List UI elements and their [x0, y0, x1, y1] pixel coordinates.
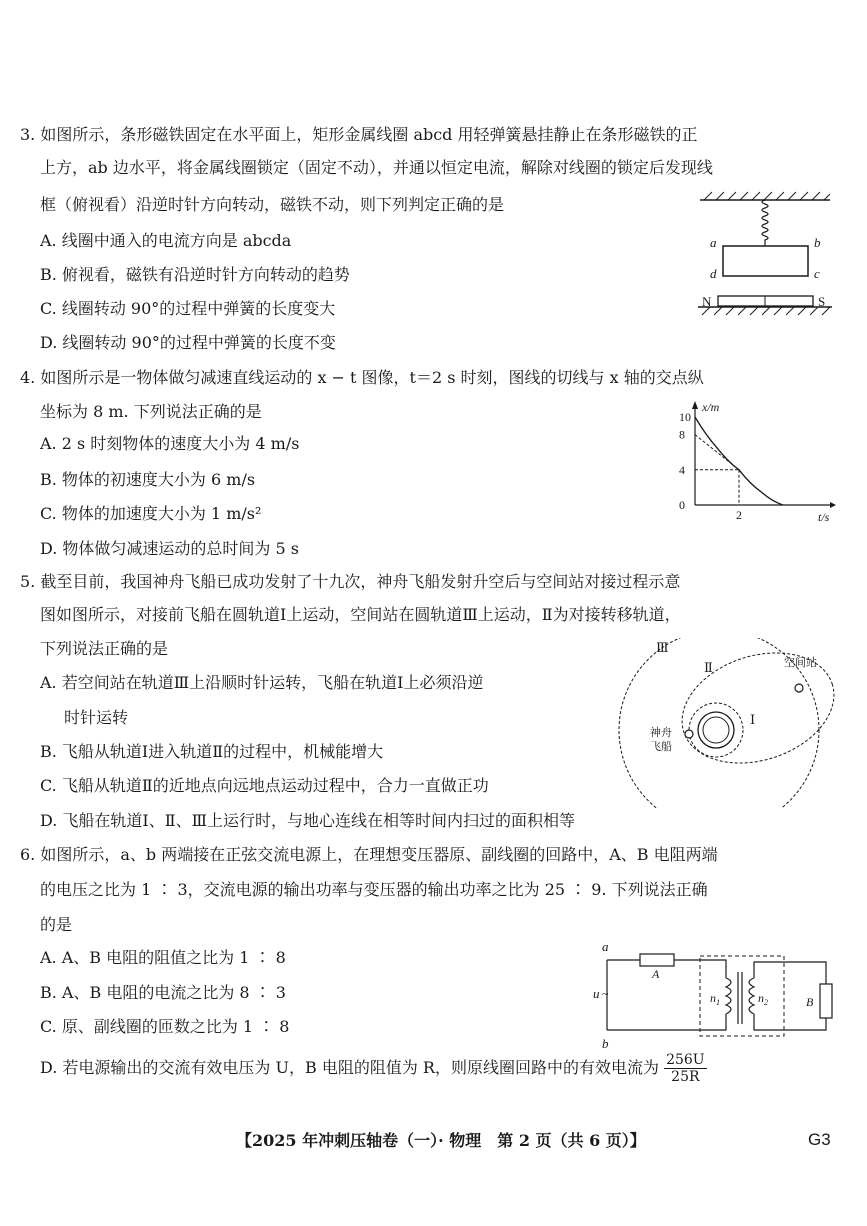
orbit-i: [689, 703, 743, 757]
paper-code: G3: [808, 1130, 831, 1149]
q3-option-b: B. 俯视看，磁铁有沿逆时针方向转动的趋势: [40, 265, 350, 284]
q6-answer-fraction: [664, 1052, 707, 1085]
label-c: c: [814, 266, 820, 281]
secondary-coil: [749, 978, 754, 1014]
space-station-label: 空间站: [784, 657, 817, 669]
y-axis-label: x/m: [702, 400, 720, 414]
n2-label: $n_2$: [758, 991, 768, 1007]
terminal-a: a: [602, 939, 609, 954]
q6-option-a: A. A、B 电阻的阻值之比为 1 ∶ 8: [40, 948, 286, 967]
spaceship-icon: [685, 730, 693, 738]
orbit-iii-label: Ⅲ: [656, 640, 669, 655]
y-tick-10: 10: [679, 410, 691, 424]
q6-option-b: B. A、B 电阻的电流之比为 8 ∶ 3: [40, 983, 286, 1002]
svg-text:~: ~: [602, 987, 609, 1001]
spaceship-label-2: 飞船: [650, 741, 672, 753]
orbit-ii-label: Ⅱ: [704, 660, 713, 675]
primary-coil: [726, 978, 731, 1014]
y-tick-0: 0: [679, 498, 685, 512]
q4-option-a: A. 2 s 时刻物体的速度大小为 4 m/s: [40, 434, 300, 453]
n1-label: $n_1$: [710, 991, 720, 1007]
q3-option-d: D. 线圈转动 90°的过程中弹簧的长度不变: [40, 333, 336, 352]
q3-option-a: A. 线圈中通入的电流方向是 abcda: [40, 231, 292, 250]
q5-stem-3: 下列说法正确的是: [40, 639, 169, 658]
q4-stem-2: 坐标为 8 m. 下列说法正确的是: [40, 402, 262, 421]
q6-circuit-figure: [590, 938, 840, 1050]
q6-option-d: [40, 1052, 707, 1085]
q5-stem-1: 5. 截至目前，我国神舟飞船已成功发射了十九次，神舟飞船发射升空后与空间站对接过程示意: [20, 572, 681, 591]
x-axis-label: t/s: [818, 510, 830, 524]
space-station-icon: [795, 684, 803, 692]
resistor-b-label: B: [806, 995, 814, 1009]
coil-rectangle: [723, 246, 808, 276]
q4-option-c: C. 物体的加速度大小为 1 m/s²: [40, 504, 262, 523]
label-a: a: [710, 235, 717, 250]
spring: [762, 200, 768, 246]
x-tick-2: 2: [736, 508, 742, 522]
q4-option-d: D. 物体做匀减速运动的总时间为 5 s: [40, 539, 299, 558]
orbit-ii: [668, 638, 847, 782]
tangent-line: [695, 435, 739, 470]
q6-option-d-text: D. 若电源输出的交流有效电压为 U，B 电阻的阻值为 R，则原线圈回路中的有效电流为: [40, 1058, 659, 1077]
q6-option-c: C. 原、副线圈的匝数之比为 1 ∶ 8: [40, 1017, 290, 1036]
resistor-b: [820, 984, 832, 1018]
q5-stem-2: 图如图所示，对接前飞船在圆轨道Ⅰ上运动，空间站在圆轨道Ⅲ上运动，Ⅱ为对接转移轨道，: [40, 605, 681, 624]
q5-orbit-figure: [612, 638, 847, 808]
y-tick-4: 4: [679, 462, 685, 477]
earth-inner: [703, 717, 729, 743]
q3-figure: [690, 190, 840, 320]
resistor-a: [640, 954, 674, 966]
magnet-n: N: [702, 294, 712, 309]
q4-xt-chart: [670, 395, 840, 525]
source-u: u: [593, 986, 600, 1001]
q6-stem-2: 的电压之比为 1 ∶ 3，交流电源的输出功率与变压器的输出功率之比为 25 ∶ 9. 下列说法正确: [40, 880, 708, 899]
fraction-numerator: 256U: [666, 1052, 705, 1068]
q3-stem-3: 框（俯视看）沿逆时针方向转动，磁铁不动，则下列判定正确的是: [40, 195, 505, 214]
page-footer: 【2025 年冲刺压轴卷（一）· 物理 第 2 页（共 6 页）】: [236, 1131, 646, 1150]
q4-option-b: B. 物体的初速度大小为 6 m/s: [40, 470, 256, 489]
label-b: b: [814, 235, 821, 250]
fraction-denominator: 25R: [671, 1069, 700, 1085]
y-tick-8: 8: [679, 427, 685, 442]
q6-stem-1: 6. 如图所示，a、b 两端接在正弦交流电源上，在理想变压器原、副线圈的回路中，A、B 电阻两端: [20, 845, 718, 864]
magnet-s: S: [818, 294, 826, 309]
q5-option-b: B. 飞船从轨道Ⅰ进入轨道Ⅱ的过程中，机械能增大: [40, 742, 384, 761]
q4-stem-1: 4. 如图所示是一物体做匀减速直线运动的 x − t 图像，t＝2 s 时刻，图线的切线与 x 轴的交点纵: [20, 368, 704, 387]
q3-stem-2: 上方，ab 边水平，将金属线圈锁定（固定不动），并通以恒定电流，解除对线圈的锁定后发现线: [40, 158, 713, 177]
q3-stem-1: 3. 如图所示，条形磁铁固定在水平面上，矩形金属线圈 abcd 用轻弹簧悬挂静止在条形磁铁的正: [20, 125, 698, 144]
q5-option-a: A. 若空间站在轨道Ⅲ上沿顺时针运转，飞船在轨道Ⅰ上必须沿逆: [40, 673, 484, 692]
q5-option-d: D. 飞船在轨道Ⅰ、Ⅱ、Ⅲ上运行时，与地心连线在相等时间内扫过的面积相等: [40, 811, 576, 830]
q3-option-c: C. 线圈转动 90°的过程中弹簧的长度变大: [40, 299, 336, 318]
terminal-b: b: [602, 1036, 609, 1050]
q5-option-a-cont: 时针运转: [64, 708, 129, 727]
spaceship-label-1: 神舟: [650, 727, 672, 739]
label-d: d: [710, 266, 717, 281]
resistor-a-label: A: [652, 967, 660, 981]
q5-option-c: C. 飞船从轨道Ⅱ的近地点向远地点运动过程中，合力一直做正功: [40, 776, 489, 795]
orbit-i-label: Ⅰ: [750, 712, 756, 727]
q6-stem-3: 的是: [40, 915, 73, 934]
